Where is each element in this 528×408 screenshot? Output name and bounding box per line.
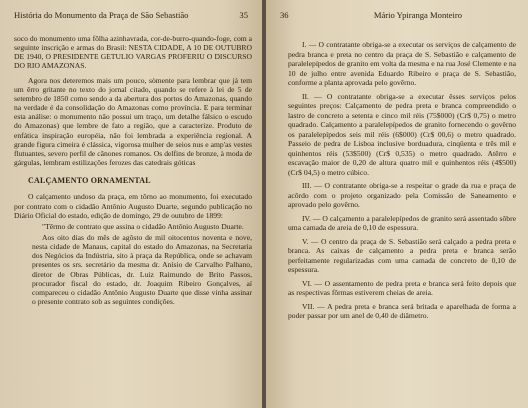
contract-clause: VI. — O assentamento de pedra preta e branca será feito depois que as respectivas fôrmas estiverem cheias de areia. (288, 278, 516, 297)
contract-clause: VII. — A pedra preta e branca será britada e aparelhada de forma a poder passar por um anel de 0,40 de diâmetro. (288, 301, 516, 320)
contract-clause: III. — O contratante obriga-se a respeitar o grade da rua e praça de acôrdo com o projeto organizado pela Comissão de Saneamento e aprovado pelo govêrno. (288, 181, 516, 209)
contract-clause: V. — O centro da praça de S. Sebastião será calçado a pedra preta e branca. As caixas de calçamento a pedra preta e branca serão perfeitamente regularizadas com uma camada de concreto de 0,10 de espessura. (288, 236, 516, 274)
contract-clause: II. — O contratante obriga-se a executar êsses serviços pelos seguintes preços: Calçamento de pedra preta e branca compreendido o lastro de concreto a setenta e cinco mil réis (75$000) (Cr$ 0,75) o metro quadrado. Calçamento a paralelepípedos de granito fornecendo o govêrno os paralelepípedos seis mil réis (6$000) (Cr$ 00,6) o metro quadrado. Passeio de pedra de Lisboa inclusive borduadura, cinqüenta e três mil e quinhentos réis (53$500) (Cr$ 0,535) o metro quadrado. Atêrro e escavação maior de 0,20 de altura quatro mil e quinhentos réis (4$500) (Cr$ 04,5) o metro cúbico. (288, 91, 516, 177)
right-book-page (266, 0, 528, 408)
page-number-right: 36 (280, 10, 289, 20)
paragraph-inscription: soco do monumento uma fôlha azinhavrada, cor-de-burro-quando-foge, com a seguinte inscrição e armas do Brasil: NESTA CIDADE, A 10 DE OUTUBRO DE 1940, O PRESIDENTE GETULIO VARGAS PROFERIU O DISCURSO DO RIO AMAZONAS. (14, 34, 252, 71)
left-page-body (14, 34, 252, 306)
left-book-page (0, 0, 262, 408)
section-heading: CALÇAMENTO ORNAMENTAL (28, 176, 151, 186)
paragraph-analysis: Agora nos deteremos mais um pouco, sòmente para lembrar que já tem um êrro gritante no texto do jornal citado, quando se refere à lei de 5 de setembro de 1850 como sendo a da abertura dos portos do Amazonas, quando na verdade é da consolidação do Amazonas como província. E para terminar esta análise: o monumento não possui um traço, um detalhe fálsico o escudo do Amazonas) que lembre de fato a região, que a caracterize. Produto de enfática inspiração européia, não foi lembrada a experiência regional. A grande figura cimeira é clássica, vigorosa mulher de seios nus e amp'as vestes flutuantes, severo perfil de cânones romanos. Os delfins de bronze, à moda de gárgulas, lembram estilizações ferozes das catedrais góticas (14, 75, 252, 168)
right-page-body (288, 40, 516, 325)
running-head-left: História do Monumento da Praça de São Sebastião (14, 10, 189, 20)
quote-contract-title: "Têrmo de contrato que assina o cidadão Antônio Augusto Duarte. (42, 221, 244, 231)
paragraph-contract-intro: O calçamento undoso da praça, em tôrno ao monumento, foi executado por contrato com o cidadão Antônio Augusto Duarte, segundo publicação no Diário Oficial do estado, edição de domingo, 29 de outubro de 1899: (14, 192, 252, 220)
right-page-header (280, 10, 514, 22)
contract-clause: IV. — O calçamento a paralelepípedos de granito será assentado sôbre uma camada de areia de 0,10 de espessura. (288, 213, 516, 232)
running-head-right: Mário Ypiranga Monteiro (373, 10, 462, 20)
left-page-header (14, 10, 248, 22)
quote-contract-body: Aos oito dias do mês de agôsto de mil oitocentos noventa e nove, nesta cidade de Manaus, capital do estado do Amazonas, na Secretaria dos Negócios da Indústria, sito à praça da República, onde se achavam presentes os srs. secretário da mesma dr. Anísio de Carvalho Palhano, diretor de Obras Públicas, dr. Luiz Raimundo de Brito Passos, procurador fiscal do estado, dr. Joaquim Ribeiro Gonçalves, aí compareceu o cidadão Antônio Augusto Duarte que disse vinha assinar o presente contrato sob as seguintes condições. (32, 232, 252, 307)
page-number-left: 35 (239, 10, 248, 20)
contract-clause: I. — O contratante obriga-se a executar os serviços de calçamento de pedra branca e preta no centro da praça de S. Sebastião e calçamento de paralelepípedos de granito em volta da mesma e na rua José Clemente e na 10 de julho entre avenida Eduardo Ribeiro e praça de S. Sebastião, conforme a planta aprovada pelo govêrno. (288, 40, 516, 87)
